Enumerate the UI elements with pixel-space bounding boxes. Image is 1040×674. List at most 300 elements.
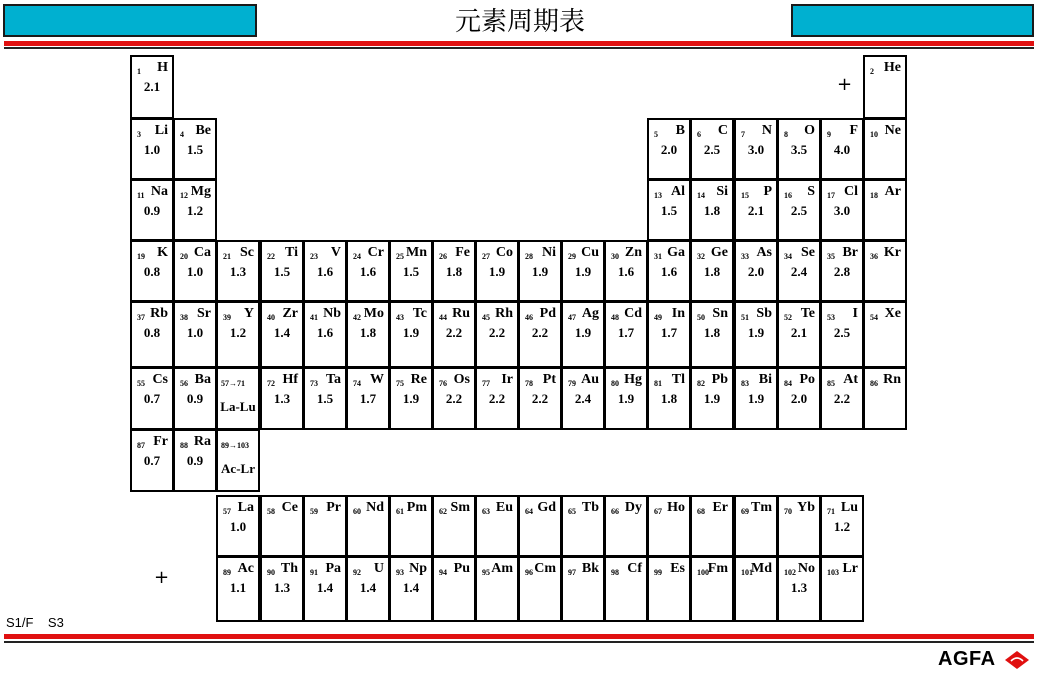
element-cell (518, 367, 562, 430)
element-symbol: Br (842, 245, 858, 260)
element-group-cell (216, 367, 260, 430)
element-symbol: O (804, 123, 815, 138)
element-symbol: Ru (452, 306, 470, 321)
electronegativity: 0.7 (143, 391, 161, 406)
element-symbol: S (807, 184, 815, 199)
element-cell (303, 367, 347, 430)
electronegativity: 2.4 (790, 264, 808, 279)
electronegativity: 1.9 (488, 264, 506, 279)
electronegativity: 2.5 (703, 142, 721, 157)
element-cell (863, 240, 907, 302)
element-symbol: Ti (285, 245, 298, 260)
atomic-number: 67 (654, 507, 662, 516)
element-symbol: I (852, 306, 858, 321)
electronegativity: 1.6 (316, 264, 334, 279)
element-cell (690, 179, 734, 241)
slide-code (6, 615, 64, 630)
element-cell (820, 495, 864, 557)
element-cell (820, 301, 864, 368)
atomic-number: 54 (870, 313, 878, 322)
element-symbol: Sr (197, 306, 211, 321)
element-symbol: Dy (624, 500, 642, 515)
electronegativity: 4.0 (833, 142, 851, 157)
element-cell (432, 367, 476, 430)
element-symbol: Se (801, 245, 815, 260)
element-cell (216, 556, 260, 622)
element-symbol: Mn (406, 245, 427, 260)
element-cell (130, 301, 174, 368)
element-cell (777, 118, 821, 180)
element-symbol: Tm (751, 500, 772, 515)
element-symbol: Ga (667, 245, 685, 260)
element-cell (432, 301, 476, 368)
element-symbol: Po (799, 372, 815, 387)
element-cell (130, 118, 174, 180)
element-symbol: Co (495, 245, 513, 260)
atomic-number: 40 (267, 313, 275, 322)
element-symbol: Nb (323, 306, 341, 321)
element-symbol: Th (280, 561, 298, 576)
element-symbol: Lr (842, 561, 858, 576)
atomic-number: 33 (741, 252, 749, 261)
element-symbol: Ce (281, 500, 298, 515)
electronegativity: 1.0 (143, 142, 161, 157)
electronegativity: 1.7 (359, 391, 377, 406)
element-symbol: Nd (366, 500, 384, 515)
element-cell (690, 367, 734, 430)
element-cell (777, 179, 821, 241)
slide-code-left: S1/F (6, 615, 34, 630)
electronegativity: 2.2 (445, 325, 463, 340)
atomic-number: 81 (654, 379, 662, 388)
atomic-number: 24 (353, 252, 361, 261)
element-symbol: Ba (194, 372, 211, 387)
element-cell (173, 118, 217, 180)
atomic-number: 85 (827, 379, 835, 388)
atomic-number: 37 (137, 313, 145, 322)
element-cell (734, 556, 778, 622)
element-symbol: Hf (282, 372, 298, 387)
atomic-number: 15 (741, 191, 749, 200)
electronegativity: 1.2 (833, 519, 851, 534)
element-symbol: Cs (152, 372, 168, 387)
element-cell (604, 240, 648, 302)
electronegativity: 0.9 (143, 203, 161, 218)
atomic-number: 41 (310, 313, 318, 322)
footer-rule-red (4, 634, 1034, 639)
electronegativity: 1.7 (617, 325, 635, 340)
element-cell (303, 556, 347, 622)
element-cell (173, 429, 217, 492)
element-cell (820, 179, 864, 241)
atomic-number: 13 (654, 191, 662, 200)
element-cell (734, 240, 778, 302)
element-symbol: Sc (240, 245, 254, 260)
element-cell (604, 367, 648, 430)
element-cell (690, 118, 734, 180)
atomic-number: 91 (310, 568, 318, 577)
atomic-number: 48 (611, 313, 619, 322)
atomic-number: 79 (568, 379, 576, 388)
atomic-number: 90 (267, 568, 275, 577)
element-symbol: Ne (884, 123, 901, 138)
element-cell (216, 495, 260, 557)
atomic-number: 3 (137, 130, 141, 139)
element-symbol: Na (150, 184, 168, 199)
element-cell (734, 301, 778, 368)
element-cell (647, 240, 691, 302)
element-symbol: N (761, 123, 772, 138)
atomic-number: 12 (180, 191, 188, 200)
atomic-number: 4 (180, 130, 184, 139)
atomic-number: 56 (180, 379, 188, 388)
atomic-number: 98 (611, 568, 619, 577)
atomic-number: 5 (654, 130, 658, 139)
element-symbol: V (330, 245, 341, 260)
electronegativity: 2.4 (574, 391, 592, 406)
element-cell (734, 118, 778, 180)
atomic-number: 26 (439, 252, 447, 261)
element-cell (346, 301, 390, 368)
slide-code-right: S3 (47, 615, 64, 630)
atomic-number: 32 (697, 252, 705, 261)
electronegativity: 2.1 (747, 203, 765, 218)
electronegativity: 1.6 (359, 264, 377, 279)
element-symbol: Ar (884, 184, 901, 199)
element-cell (432, 556, 476, 622)
electronegativity: 1.3 (790, 580, 808, 595)
atomic-number: 11 (137, 191, 145, 200)
element-symbol: Pr (326, 500, 341, 515)
electronegativity: 1.9 (574, 264, 592, 279)
atomic-number: 36 (870, 252, 878, 261)
atomic-number: 20 (180, 252, 188, 261)
electronegativity: 1.4 (273, 325, 291, 340)
element-cell (475, 495, 519, 557)
element-cell (604, 495, 648, 557)
electronegativity: 1.5 (273, 264, 291, 279)
element-symbol: W (370, 372, 384, 387)
electronegativity: 2.2 (488, 325, 506, 340)
atomic-number: 42 (353, 313, 361, 322)
element-symbol: Tb (581, 500, 599, 515)
atomic-number: 21 (223, 252, 231, 261)
atomic-number: 6 (697, 130, 701, 139)
element-cell (389, 495, 433, 557)
atomic-number: 2 (870, 67, 874, 76)
element-cell (303, 495, 347, 557)
element-symbol: Rh (495, 306, 513, 321)
element-cell (690, 301, 734, 368)
element-cell (130, 240, 174, 302)
atomic-number: 87 (137, 441, 145, 450)
element-symbol: Mg (190, 184, 211, 199)
atomic-number: 64 (525, 507, 533, 516)
element-cell (820, 556, 864, 622)
element-symbol: Si (716, 184, 728, 199)
element-symbol: Pu (453, 561, 470, 576)
element-symbol: Zn (624, 245, 642, 260)
atomic-number: 34 (784, 252, 792, 261)
element-cell (173, 367, 217, 430)
electronegativity: 1.8 (359, 325, 377, 340)
atomic-number: 55 (137, 379, 145, 388)
atomic-number: 17 (827, 191, 835, 200)
atomic-number: 89 (223, 568, 231, 577)
electronegativity: 3.5 (790, 142, 808, 157)
atomic-number: 10 (870, 130, 878, 139)
header-rule-dark (4, 47, 1034, 49)
element-symbol: Mo (363, 306, 384, 321)
atomic-number: 74 (353, 379, 361, 388)
electronegativity: 1.4 (316, 580, 334, 595)
electronegativity: 2.2 (531, 391, 549, 406)
electronegativity: 2.2 (833, 391, 851, 406)
electronegativity: 1.9 (703, 391, 721, 406)
electronegativity: 1.8 (703, 203, 721, 218)
atomic-number: 70 (784, 507, 792, 516)
element-symbol: Sm (450, 500, 470, 515)
element-cell (130, 55, 174, 119)
element-cell (389, 556, 433, 622)
electronegativity: 1.8 (703, 325, 721, 340)
electronegativity: 0.8 (143, 264, 161, 279)
element-cell (561, 367, 605, 430)
electronegativity: 1.2 (186, 203, 204, 218)
element-cell (518, 495, 562, 557)
electronegativity: 1.0 (186, 264, 204, 279)
atomic-number: 68 (697, 507, 705, 516)
element-cell (561, 556, 605, 622)
atomic-number: 78 (525, 379, 533, 388)
atomic-number: 95 (482, 568, 490, 577)
element-symbol: Md (751, 561, 772, 576)
element-symbol: Er (712, 500, 728, 515)
electronegativity: 1.9 (617, 391, 635, 406)
element-symbol: Bi (758, 372, 772, 387)
element-cell (561, 495, 605, 557)
electronegativity: 1.5 (316, 391, 334, 406)
element-cell (863, 367, 907, 430)
element-symbol: Hg (624, 372, 642, 387)
element-cell (389, 240, 433, 302)
atomic-number: 39 (223, 313, 231, 322)
atomic-number: 35 (827, 252, 835, 261)
electronegativity: 1.6 (316, 325, 334, 340)
atomic-number: 63 (482, 507, 490, 516)
atomic-number: 14 (697, 191, 705, 200)
atomic-number: 43 (396, 313, 404, 322)
element-symbol: Fm (707, 561, 728, 576)
element-cell (647, 367, 691, 430)
element-cell (475, 240, 519, 302)
element-range: 57→71 (221, 379, 245, 388)
atomic-number: 47 (568, 313, 576, 322)
element-symbol: Sb (756, 306, 772, 321)
electronegativity: 3.0 (833, 203, 851, 218)
element-cell (820, 367, 864, 430)
atomic-number: 82 (697, 379, 705, 388)
electronegativity: 1.9 (402, 391, 420, 406)
element-symbol: Tl (671, 372, 685, 387)
atomic-number: 101 (741, 568, 753, 577)
atomic-number: 96 (525, 568, 533, 577)
agfa-rhombus-icon (1004, 650, 1030, 670)
atomic-number: 69 (741, 507, 749, 516)
element-cell (863, 301, 907, 368)
atomic-number: 61 (396, 507, 404, 516)
electronegativity: 1.2 (229, 325, 247, 340)
atomic-number: 77 (482, 379, 490, 388)
electronegativity: 1.8 (703, 264, 721, 279)
element-cell (820, 118, 864, 180)
atomic-number: 25 (396, 252, 404, 261)
atomic-number: 51 (741, 313, 749, 322)
electronegativity: 1.9 (574, 325, 592, 340)
atomic-number: 99 (654, 568, 662, 577)
element-cell (173, 240, 217, 302)
element-group-cell (216, 429, 260, 492)
atomic-number: 86 (870, 379, 878, 388)
atomic-number: 97 (568, 568, 576, 577)
atomic-number: 7 (741, 130, 745, 139)
element-cell (604, 556, 648, 622)
atomic-number: 76 (439, 379, 447, 388)
electronegativity: 0.8 (143, 325, 161, 340)
element-cell (820, 240, 864, 302)
element-symbol: Fr (153, 434, 168, 449)
element-group-symbol: La-Lu (220, 399, 256, 414)
electronegativity: 2.5 (790, 203, 808, 218)
element-cell (777, 495, 821, 557)
element-symbol: He (883, 60, 901, 75)
element-cell (863, 55, 907, 119)
element-cell (260, 367, 304, 430)
electronegativity: 2.0 (747, 264, 765, 279)
element-symbol: Kr (883, 245, 901, 260)
element-cell (346, 495, 390, 557)
electronegativity: 1.9 (747, 391, 765, 406)
atomic-number: 23 (310, 252, 318, 261)
element-cell (389, 301, 433, 368)
atomic-number: 83 (741, 379, 749, 388)
atomic-number: 1 (137, 67, 141, 76)
element-cell (518, 240, 562, 302)
electronegativity: 0.9 (186, 453, 204, 468)
element-symbol: Ac (237, 561, 254, 576)
element-cell (604, 301, 648, 368)
element-cell (216, 240, 260, 302)
element-cell (432, 495, 476, 557)
electronegativity: 1.9 (402, 325, 420, 340)
atomic-number: 60 (353, 507, 361, 516)
element-group-symbol: Ac-Lr (221, 461, 255, 476)
atomic-number: 8 (784, 130, 788, 139)
electronegativity: 1.3 (229, 264, 247, 279)
electronegativity: 1.5 (402, 264, 420, 279)
element-symbol: Pa (325, 561, 341, 576)
element-symbol: Zr (282, 306, 298, 321)
element-cell (303, 301, 347, 368)
element-cell (734, 495, 778, 557)
element-cell (389, 367, 433, 430)
electronegativity: 1.8 (445, 264, 463, 279)
logo-text: AGFA (938, 648, 996, 670)
atomic-number: 75 (396, 379, 404, 388)
element-symbol: Ge (710, 245, 728, 260)
element-symbol: Ho (667, 500, 685, 515)
element-symbol: Pm (406, 500, 427, 515)
electronegativity: 0.7 (143, 453, 161, 468)
element-symbol: Os (453, 372, 470, 387)
element-symbol: Re (410, 372, 427, 387)
element-symbol: F (849, 123, 858, 138)
element-cell (777, 367, 821, 430)
element-symbol: Np (409, 561, 427, 576)
element-symbol: H (157, 60, 168, 75)
element-cell (690, 495, 734, 557)
element-cell (130, 367, 174, 430)
electronegativity: 1.5 (660, 203, 678, 218)
plus-mark: + (837, 74, 853, 95)
agfa-logo (938, 648, 1030, 672)
element-symbol: Ni (542, 245, 556, 260)
atomic-number: 100 (697, 568, 709, 577)
header-rule-red (4, 41, 1034, 46)
atomic-number: 103 (827, 568, 839, 577)
electronegativity: 2.1 (143, 79, 161, 94)
element-cell (260, 556, 304, 622)
element-cell (647, 556, 691, 622)
electronegativity: 1.4 (359, 580, 377, 595)
element-symbol: Cd (624, 306, 642, 321)
atomic-number: 28 (525, 252, 533, 261)
electronegativity: 1.6 (660, 264, 678, 279)
atomic-number: 22 (267, 252, 275, 261)
page-title: 元素周期表 (454, 7, 585, 37)
element-cell (777, 301, 821, 368)
element-symbol: Sn (712, 306, 728, 321)
element-symbol: Ir (501, 372, 513, 387)
electronegativity: 2.2 (488, 391, 506, 406)
element-symbol: Rn (883, 372, 901, 387)
element-cell (346, 367, 390, 430)
element-symbol: B (675, 123, 685, 138)
electronegativity: 1.8 (660, 391, 678, 406)
atomic-number: 27 (482, 252, 490, 261)
atomic-number: 30 (611, 252, 619, 261)
atomic-number: 59 (310, 507, 318, 516)
atomic-number: 72 (267, 379, 275, 388)
element-cell (734, 367, 778, 430)
element-symbol: Ta (325, 372, 341, 387)
footer-rule-dark (4, 641, 1034, 643)
element-cell (260, 495, 304, 557)
element-cell (130, 179, 174, 241)
element-symbol: Tc (412, 306, 427, 321)
atomic-number: 38 (180, 313, 188, 322)
element-cell (260, 301, 304, 368)
element-symbol: Al (671, 184, 685, 199)
electronegativity: 1.4 (402, 580, 420, 595)
element-symbol: C (717, 123, 728, 138)
atomic-number: 57 (223, 507, 231, 516)
element-symbol: In (671, 306, 685, 321)
element-symbol: At (843, 372, 858, 387)
element-cell (475, 301, 519, 368)
atomic-number: 53 (827, 313, 835, 322)
atomic-number: 80 (611, 379, 619, 388)
